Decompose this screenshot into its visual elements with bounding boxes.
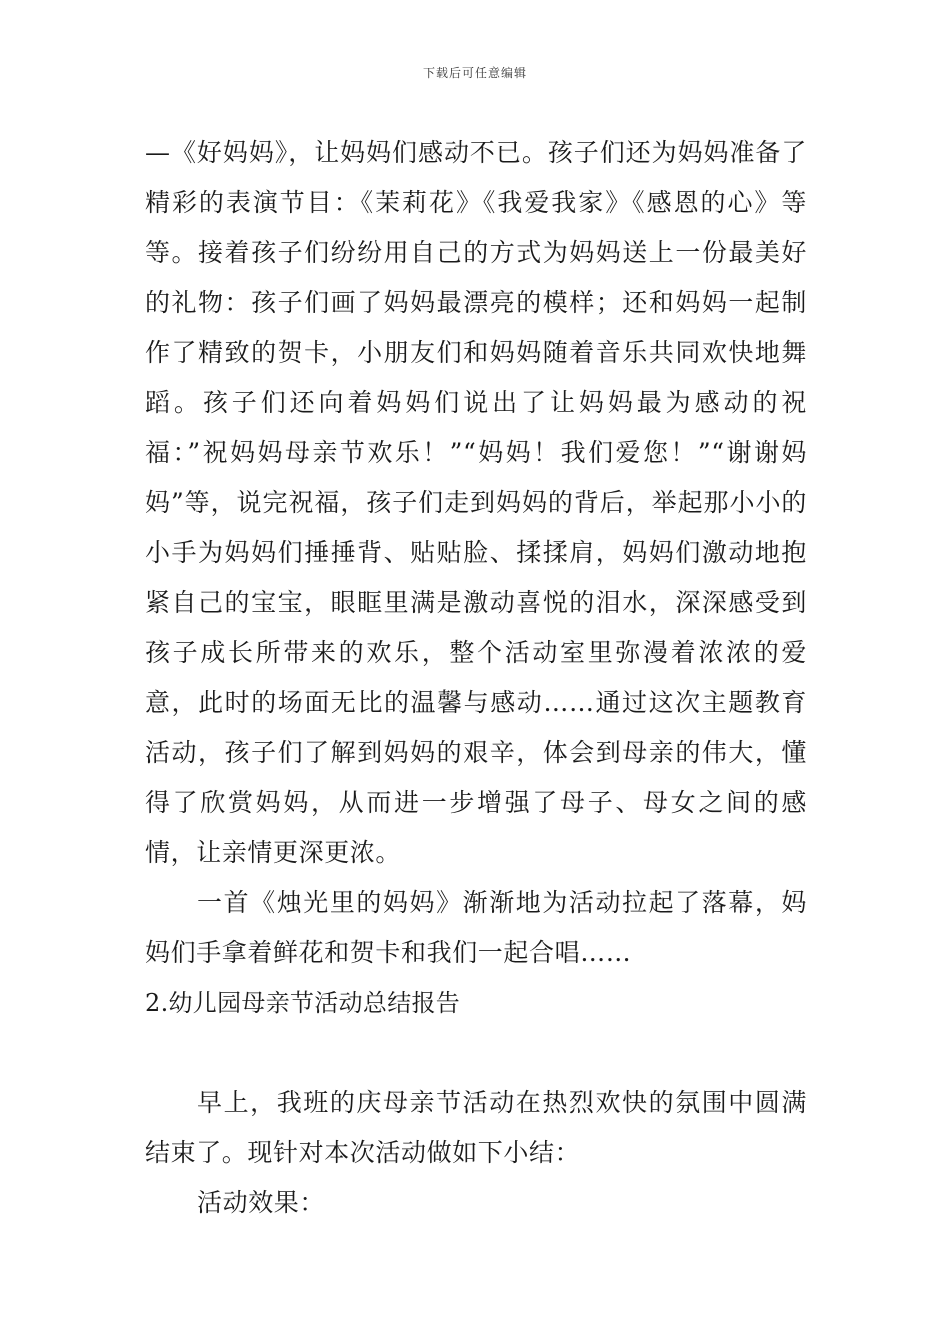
page-header-note: 下载后可任意编辑 — [422, 66, 527, 80]
blank-line — [145, 1028, 807, 1078]
paragraph-activity-effect: 活动效果： — [197, 1188, 326, 1217]
paragraph-closing-song: 一首《烛光里的妈妈》渐渐地为活动拉起了落幕，妈妈们手拿着鲜花和贺卡和我们一起合唱…… — [145, 888, 807, 967]
paragraph-summary-intro: 早上，我班的庆母亲节活动在热烈欢快的氛围中圆满结束了。现针对本次活动做如下小结： — [145, 1088, 807, 1167]
document-body — [145, 128, 807, 1228]
paragraph-continuation: —《好妈妈》，让妈妈们感动不已。孩子们还为妈妈准备了精彩的表演节目：《茉莉花》《我爱我家》《感恩的心》等等。接着孩子们纷纷用自己的方式为妈妈送上一份最美好的礼物：孩子们画了妈妈最漂亮的模样；还和妈妈一起制作了精致的贺卡，小朋友们和妈妈随着音乐共同欢快地舞蹈。孩子们还向着妈妈们说出了让妈妈最为感动的祝福：”祝妈妈母亲节欢乐！”“妈妈！我们爱您！”“谢谢妈妈”等，说完祝福，孩子们走到妈妈的背后，举起那小小的小手为妈妈们捶捶背、贴贴脸、揉揉肩，妈妈们激动地抱紧自己的宝宝，眼眶里满是激动喜悦的泪水，深深感受到孩子成长所带来的欢乐，整个活动室里弥漫着浓浓的爱意，此时的场面无比的温馨与感动……通过这次主题教育活动，孩子们了解到妈妈的艰辛，体会到母亲的伟大，懂得了欣赏妈妈，从而进一步增强了母子、母女之间的感情，让亲情更深更浓。 — [145, 138, 807, 867]
section-title: 2.幼儿园母亲节活动总结报告 — [145, 989, 461, 1017]
